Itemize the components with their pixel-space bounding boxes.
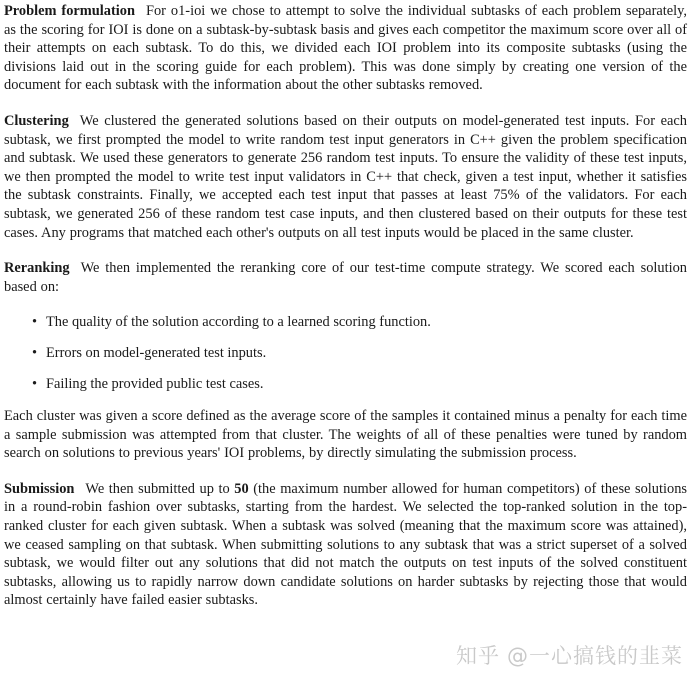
document-body <box>4 2 687 610</box>
list-item <box>4 313 687 332</box>
section-heading-problem-formulation: Problem formulation <box>4 3 135 19</box>
section-heading-clustering: Clustering <box>4 112 69 129</box>
section-body-problem-formulation: For o1-ioi we chose to attempt to solve the individual subtasks of each problem separately, as the scoring for IOI is done on a subtask-by-subtask basis and gives each competitor the maximum score over all of their attempts on each subtask. To do this, we divided each IOI problem into its composite subtasks (using the divisions laid out in the scoring guide for each problem). This was done simply by creating one version of the document for each subtask with the information about the other subtasks removed. <box>4 3 687 94</box>
bullet-icon: • <box>32 314 38 331</box>
watermark-platform: 知乎 <box>456 644 500 668</box>
paragraph-problem-formulation <box>4 2 687 95</box>
watermark <box>456 643 683 669</box>
submission-max-count: 50 <box>234 480 249 497</box>
section-heading-submission: Submission <box>4 480 75 497</box>
bullet-icon: • <box>32 344 38 361</box>
list-item-label: Errors on model-generated test inputs. <box>46 344 267 361</box>
paragraph-reranking <box>4 259 687 296</box>
list-item-label: The quality of the solution according to a learned scoring function. <box>46 314 431 331</box>
list-item <box>4 344 687 363</box>
list-item-label: Failing the provided public test cases. <box>46 375 264 392</box>
submission-body-after-number: (the maximum number allowed for human competitors) of these solutions in a round-robin fashion over subtasks, starting from the hardest. We selected the top-ranked solution in the top-ranked cluster for each given subtask. When a subtask was solved (meaning that the maximum score was attained), we ceased sampling on that subtask. When submitting solutions to any subtask that was a strict superset of a solved subtask, we would filter out any solutions that did not match the outputs on test inputs of the solved constituent subtasks, allowing us to rapidly narrow down candidate solutions on harder subtasks by rejecting those that would almost certainly have failed easier subtasks. <box>4 480 687 609</box>
bullet-icon: • <box>32 375 38 392</box>
submission-body-before-number: We then submitted up to <box>85 480 235 497</box>
list-item <box>4 375 687 394</box>
paragraph-reranking-followup: Each cluster was given a score defined as the average score of the samples it contained minus a penalty for each time a sample submission was attempted from that cluster. The weights of all of these penalties were tuned by random search on solutions to previous years' IOI problems, by directly simulating the submission process. <box>4 408 687 462</box>
paragraph-submission <box>4 480 687 610</box>
reranking-criteria-list <box>4 313 687 393</box>
section-heading-reranking: Reranking <box>4 260 70 277</box>
paragraph-clustering <box>4 112 687 242</box>
section-body-reranking: We then implemented the reranking core of our test-time compute strategy. We scored each solution based on: <box>4 260 687 295</box>
watermark-handle: @一心搞钱的韭菜 <box>507 644 683 668</box>
section-body-clustering: We clustered the generated solutions based on their outputs on model-generated test inputs. For each subtask, we first prompted the model to write random test input generators in C++ given the problem specification and subtask. We used these generators to generate 256 random test inputs. To ensure the validity of these test inputs, we then prompted the model to write test input validators in C++ that check, given a test input, whether it satisfies the subtask constraints. Finally, we accepted each test input that passes at least 75% of the validators. For each subtask, we generated 256 of these random test case inputs, and then clustered based on their outputs for these test cases. Any programs that matched each other's outputs on all test inputs would be placed in the same cluster. <box>4 112 687 241</box>
